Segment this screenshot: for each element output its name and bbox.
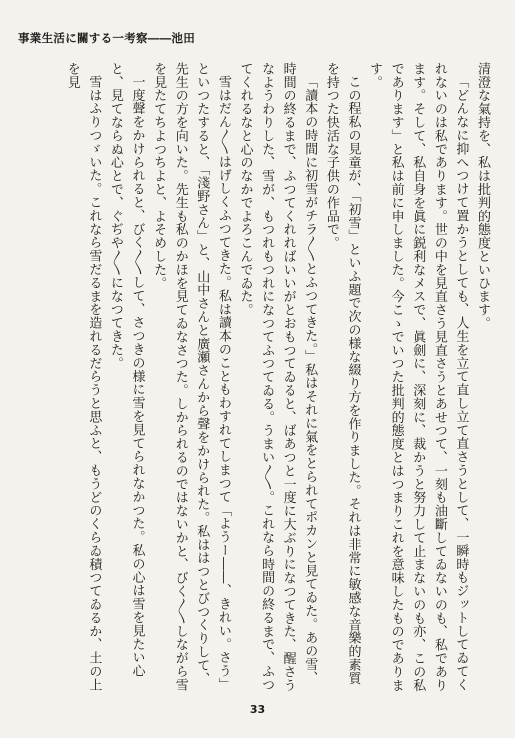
running-head: 事業生活に關する一考察――池田 — [18, 31, 195, 45]
paragraph: 「讀本の時間に初雪がチラ〳〵とふつてきた。」私はそれに氣をとられてポカンと見てゐた。あの雪、時間の終るまで、ふつてくれればいいがとおもつてゐると、ばあつと一度に大ぶりになつてきた、醒さうなようわりした、雪が、もつれもつれになつてふつてゐる。うまい〳〵。これなら時間の終るまで、ふつてくれるなと心のなかでよろこんでゐた。 — [237, 62, 318, 692]
paragraph: 清澄な氣持を、私は批判的態度といひます。 — [475, 62, 490, 330]
paragraph: 一度聲をかけられると、びく〳〵して、さつきの様に雪を見てられなかつた。私の心は雪を見たい心と、見てならぬ心とで、ぐぢや〳〵になつてきた。 — [107, 62, 145, 678]
paragraph: 雪はふりつゞいた。これなら雪だるまを造れるだらうと思ふと、もうどのくらゐ積つてゐるか、土の上を見 — [64, 62, 102, 692]
paragraph: 雪はだん〳〵はげしくふつてきた。私は讀本のこともわすれてしまつて「ようー――、きれい。さう」といつたすると、「淺野さん」と、山中さんと廣瀬さんから聲をかけられた。私ははつとびつくりして、先生の方を向いた。先生も私のかほを見てゐなさつた。しかられるのではないかと、びく〳〵しながら雪を見たてちよつちよと、よそめした。 — [151, 62, 231, 692]
paragraph: 「どんなに抑へつけて置かうとしても、人生を立て直し立て直さうとして、一瞬時もジットしてゐてくれないのは私であります。世の中を見直さう見直さうとあせつて、一刻も油斷してゐないのも、私であります。そして、私自身を眞に鋭利なメスで、眞劍に、深刻に、裁かうと努力して止まないのも亦、この私であります」と私は前に申しました。今こゝでいつた批判的態度とはつまりこれを意味したものであります。 — [367, 62, 469, 692]
paragraph: この程私の見童が、「初雪」といふ題で次の様な綴り方を作りました。それは非常に敏感な音樂的素質を持つた快活な子供の作品で。 — [323, 62, 361, 685]
page-number: 33 — [249, 703, 266, 716]
body-text — [17, 62, 493, 692]
